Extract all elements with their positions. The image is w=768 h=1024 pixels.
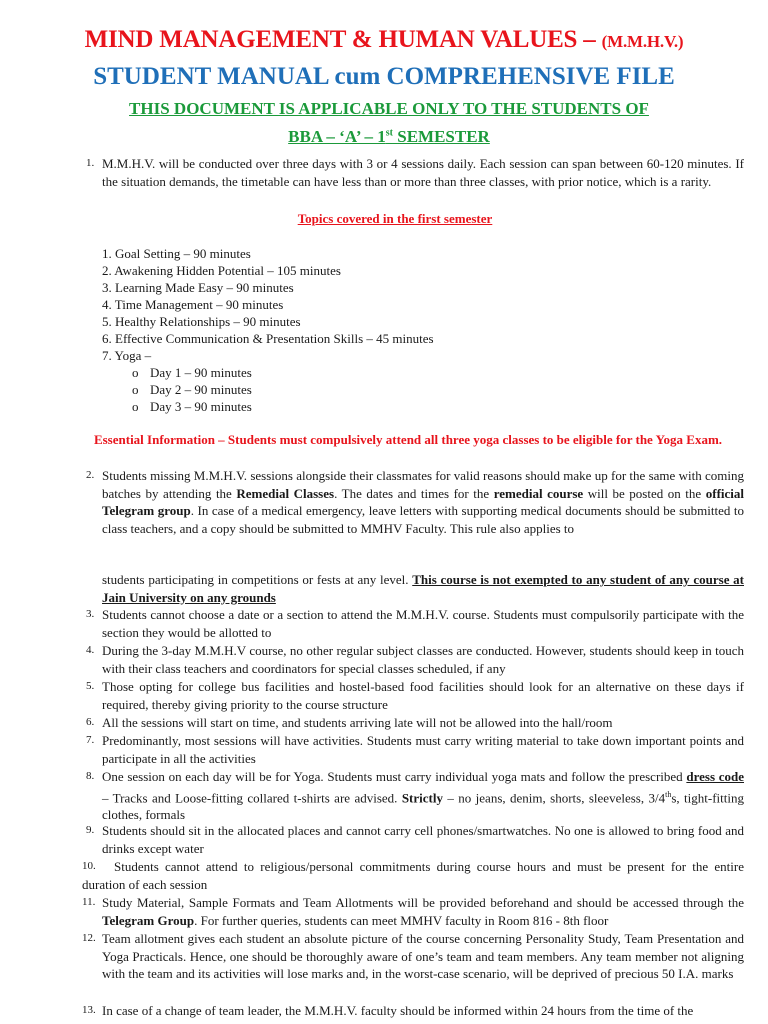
bold-underlined-run: dress code — [686, 769, 744, 784]
topic-item: 3. Learning Made Easy – 90 minutes — [102, 280, 294, 295]
rule-item-5: Those opting for college bus facilities and hostel-based food facilities should look for an alternative on these days if required, thereby giving priority to the course structure — [102, 679, 744, 712]
essential-information: Essential Information – Students must compulsively attend all three yoga classes to be eligible for the Yoga Exam. — [93, 432, 723, 447]
yoga-day-label: Day 2 – 90 minutes — [150, 382, 252, 397]
bullet-icon: o — [132, 365, 139, 380]
rule-item-9: Students should sit in the allocated places and cannot carry cell phones/smartwatches. No one is allowed to bring food and drinks except water — [102, 823, 744, 856]
item-number: 2. — [86, 469, 95, 481]
text-run: – no jeans, denim, shorts, sleeveless, 3/4 — [442, 789, 666, 805]
yoga-day-item — [132, 364, 252, 382]
topic-item: 2. Awakening Hidden Potential – 105 minutes — [102, 263, 341, 278]
text-run: Study Material, Sample Formats and Team Allotments will be provided beforehand and should be accessed through the — [102, 895, 744, 910]
bullet-icon: o — [132, 382, 139, 397]
text-run: . In case of a medical emergency, leave letters with supporting medical documents should be submitted to class teachers, and a copy should be submitted to MMHV Faculty. This rule also applies to — [102, 503, 744, 536]
title-text: MIND MANAGEMENT & HUMAN VALUES – — [84, 26, 602, 53]
rule-item-11 — [102, 894, 744, 929]
yoga-day-label: Day 1 – 90 minutes — [150, 365, 252, 380]
rule-item-2-continued — [102, 571, 744, 606]
text-run: will be posted on the — [583, 485, 706, 501]
item-number: 10. — [82, 860, 96, 872]
item-number: 9. — [86, 824, 95, 836]
topics-heading: Topics covered in the first semester — [297, 211, 493, 226]
course-semester: SEMESTER — [392, 127, 490, 146]
rule-item-6: All the sessions will start on time, and students arriving late will not be allowed into the hall/room — [102, 715, 613, 730]
bold-run: Telegram Group — [102, 912, 195, 928]
text-run: students participating in competitions or fests at any level. — [102, 572, 413, 587]
item-number: 7. — [86, 734, 95, 746]
text-run: – Tracks and Loose-fitting collared t-shirts are advised. — [102, 789, 402, 805]
item-number: 11. — [82, 896, 96, 908]
text-run: One session on each day will be for Yoga. Students must carry individual yoga mats and follow the prescribed — [102, 769, 687, 784]
rule-item-2 — [102, 467, 744, 537]
yoga-day-item — [132, 381, 252, 399]
item-number: 1. — [86, 157, 95, 169]
bullet-icon: o — [132, 399, 139, 414]
superscript-run: th — [665, 789, 672, 799]
text-run: Students missing M.M.H.V. sessions alongside their classmates for valid reasons should make up for the same with coming batches by attending the — [102, 468, 744, 501]
item-number: 6. — [86, 716, 95, 728]
text-run: . The dates and times for the — [334, 485, 494, 501]
rule-item-7: Predominantly, most sessions will have activities. Students must carry writing material to take down important points and participate in all the activities — [102, 733, 744, 766]
item-number: 3. — [86, 608, 95, 620]
yoga-day-label: Day 3 – 90 minutes — [150, 399, 252, 414]
rule-item-1: M.M.H.V. will be conducted over three days with 3 or 4 sessions daily. Each session can span between 60-120 minutes. If the situation demands, the timetable can have less than or more than three classes, with prior notice, which is a rarity. — [102, 156, 744, 189]
applicability-heading: THIS DOCUMENT IS APPLICABLE ONLY TO THE STUDENTS OF — [129, 99, 649, 118]
rule-item-3: Students cannot choose a date or a section to attend the M.M.H.V. course. Students must compulsorily participate with the section they would be allotted to — [102, 607, 744, 640]
rule-item-8 — [102, 768, 744, 824]
rule-item-4: During the 3-day M.M.H.V course, no other regular subject classes are conducted. However, students should keep in touch with their class teachers and coordinators for special classes scheduled, if any — [102, 643, 744, 676]
document-title — [0, 26, 768, 54]
bold-run: Remedial Classes — [236, 485, 335, 501]
yoga-day-item — [132, 398, 252, 416]
bold-run: official Telegram group — [102, 485, 744, 518]
bold-run: Strictly — [401, 789, 443, 805]
topic-item: 4. Time Management – 90 minutes — [102, 297, 284, 312]
item-number: 13. — [82, 1004, 96, 1016]
bold-run: remedial course — [493, 485, 584, 501]
rule-item-13: In case of a change of team leader, the M.M.H.V. faculty should be informed within 24 hours from the time of the — [102, 1003, 694, 1018]
course-heading — [0, 127, 768, 147]
item-number: 4. — [86, 644, 95, 656]
document-subtitle: STUDENT MANUAL cum COMPREHENSIVE FILE — [93, 63, 675, 90]
bold-underlined-run: This course is not exempted to any student of any course at Jain University on any grounds — [102, 572, 744, 605]
topic-item: 6. Effective Communication & Presentation Skills – 45 minutes — [102, 331, 434, 346]
topic-item: 7. Yoga – — [102, 348, 152, 363]
title-abbreviation: (M.M.H.V.) — [601, 32, 684, 51]
item-number: 12. — [82, 932, 96, 944]
item-number: 5. — [86, 680, 95, 692]
topic-item: 1. Goal Setting – 90 minutes — [102, 246, 251, 261]
course-name: BBA – ‘A’ – 1 — [288, 127, 386, 146]
rule-item-12: Team allotment gives each student an absolute picture of the course concerning Personality Study, Team Presentation and Yoga Practicals. Hence, one should be thoroughly aware of one’s team and team members. Any team member not aligning with the team and its activities will lose marks and, in the worst-case scenario, will be deprived of precious 50 I.A. marks — [102, 931, 744, 981]
course-ordinal: st — [385, 127, 393, 139]
text-run: . For further queries, students can meet MMHV faculty in Room 816 - 8th floor — [194, 912, 609, 928]
topic-item: 5. Healthy Relationships – 90 minutes — [102, 314, 301, 329]
rule-item-10: Students cannot attend to religious/personal commitments during course hours and must be present for the entire duration of each session — [82, 859, 744, 892]
item-number: 8. — [86, 770, 95, 782]
text-run: s, tight-fitting clothes, formals — [102, 789, 744, 823]
